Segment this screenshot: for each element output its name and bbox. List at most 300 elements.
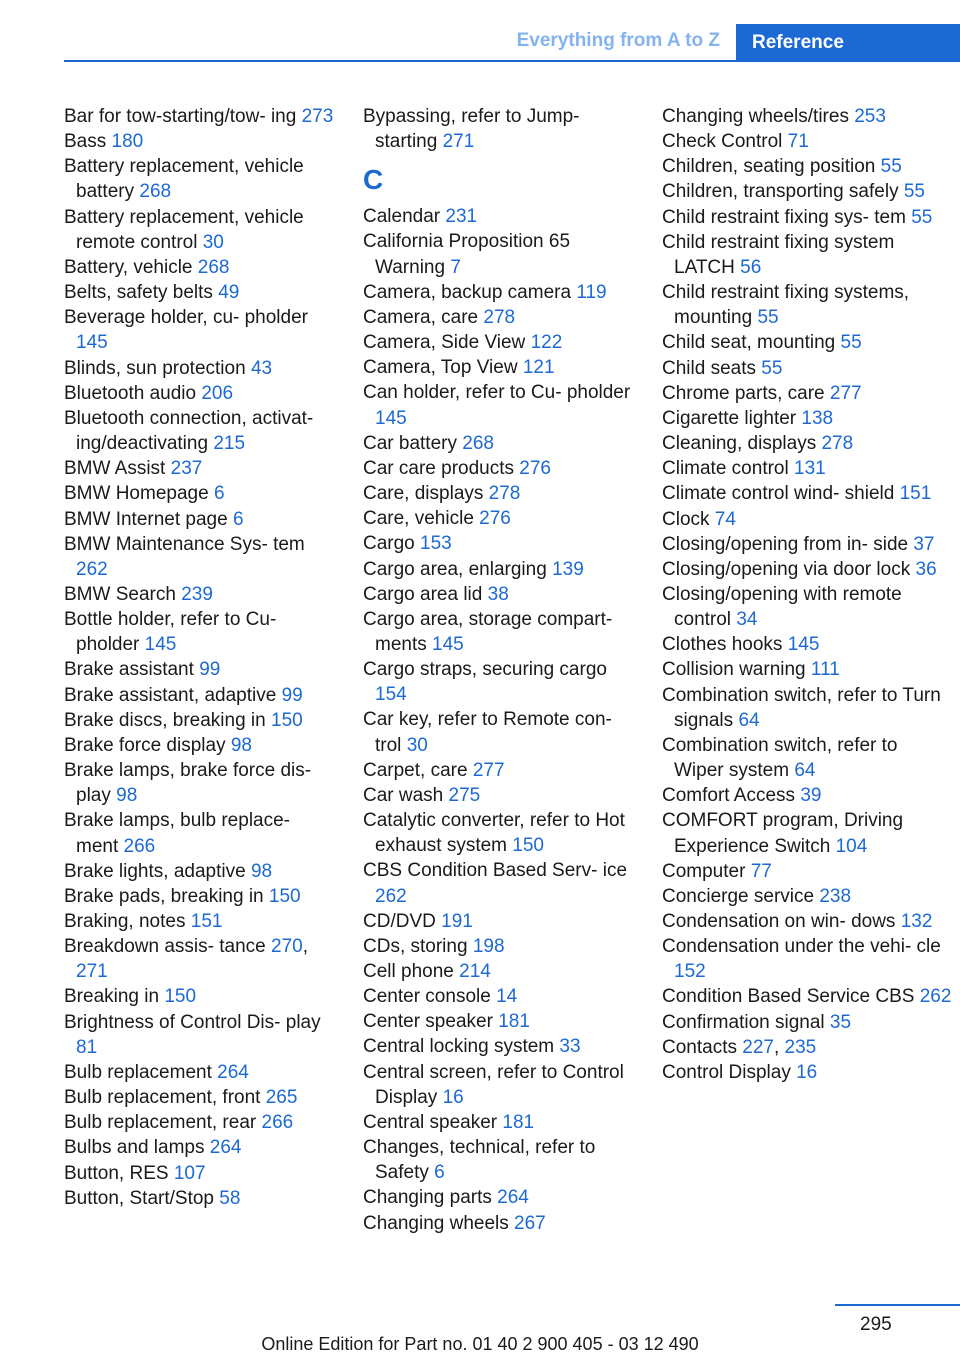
index-entry-term: Carpet, care [363, 759, 468, 781]
index-entry [363, 481, 635, 506]
index-entry-term: Belts, safety belts [64, 282, 213, 304]
page-reference-link[interactable]: 98 [116, 785, 138, 807]
page-reference-link[interactable]: 55 [840, 332, 862, 354]
page-reference-link[interactable]: 33 [559, 1036, 581, 1058]
index-entry [363, 506, 635, 531]
page-reference-link[interactable]: 77 [750, 860, 772, 882]
page-reference-link[interactable]: 6 [213, 483, 225, 505]
page-reference-link[interactable]: 30 [406, 734, 428, 756]
index-entry-term: Children, seating position [662, 156, 876, 178]
index-entry [363, 456, 635, 481]
index-entry [662, 481, 952, 506]
index-entry [662, 783, 952, 808]
page-reference-link[interactable]: 276 [479, 508, 511, 530]
index-entry-term: Condensation under the vehi- cle [662, 936, 941, 958]
page-reference-link[interactable]: 98 [250, 860, 273, 882]
page-reference-link[interactable]: 151 [899, 483, 932, 505]
index-entry [64, 481, 336, 506]
page-reference-link[interactable]: 191 [441, 910, 473, 932]
index-column-2 [363, 104, 635, 1236]
index-entry [662, 230, 952, 280]
index-entry-term: Changing wheels/tires [662, 106, 849, 127]
index-entry [363, 607, 635, 657]
page-reference-link[interactable]: 181 [498, 1011, 530, 1033]
index-entry [64, 1085, 336, 1110]
page-reference-link[interactable]: 58 [219, 1187, 241, 1209]
index-entry-term: Brightness of Control Dis- play [64, 1011, 321, 1033]
page-reference-link[interactable]: 150 [271, 709, 303, 731]
index-entry-term: Combination switch, refer to Turn signals [662, 684, 941, 731]
index-entry-term: Brake lamps, brake force dis- play [64, 760, 312, 807]
page-reference-link[interactable]: 153 [420, 533, 452, 555]
index-entry [64, 104, 336, 129]
page-reference-link[interactable]: 122 [530, 332, 563, 354]
page-reference-link[interactable]: 132 [900, 911, 933, 932]
index-entry-term: BMW Assist [64, 458, 166, 480]
index-entry [662, 431, 952, 456]
index-entry [662, 456, 952, 481]
index-entry [64, 507, 336, 532]
index-entry [363, 431, 635, 456]
edition-note: Online Edition for Part no. 01 40 2 900 405 - 03 12 490 [261, 1334, 699, 1354]
page-number: 295 [860, 1314, 892, 1335]
index-entry-term: Center console [363, 986, 491, 1008]
index-entry [662, 632, 952, 657]
page-reference-link[interactable]: 151 [190, 911, 223, 932]
index-entry [64, 532, 336, 582]
index-entry-term: Car battery [363, 432, 457, 454]
index-entry-term: Climate control [662, 458, 789, 480]
index-entry [64, 733, 336, 758]
page-reference-link[interactable]: 36 [915, 558, 937, 580]
index-entry-term: Breaking in [64, 986, 160, 1008]
index-entry [64, 657, 336, 682]
page-reference-link[interactable]: 6 [434, 1162, 445, 1184]
index-entry [64, 1010, 336, 1060]
index-entry-term: Bulb replacement [64, 1061, 212, 1083]
index-entry-term: Check Control [662, 131, 783, 153]
index-entry [363, 355, 635, 380]
index-entry [662, 330, 952, 355]
index-entry [64, 708, 336, 733]
index-entry-term: Contacts [662, 1036, 737, 1058]
index-entry: Contacts 227, 235 [662, 1036, 817, 1058]
index-entry-term: Battery replacement, vehicle remote control [64, 206, 304, 253]
page-reference-link[interactable]: 49 [218, 282, 240, 304]
index-entry-term: Clock [662, 508, 710, 530]
index-entry-term: Comfort Access [662, 785, 796, 807]
index-entry-term: Cell phone [363, 961, 454, 982]
page-reference-link[interactable]: 55 [911, 206, 933, 228]
page-reference-link[interactable]: 145 [375, 407, 407, 429]
index-entry [64, 984, 336, 1009]
index-entry-term: CBS Condition Based Serv- ice [363, 860, 628, 882]
page-header [0, 24, 960, 62]
index-entry [64, 683, 336, 708]
index-entry-term: Brake lamps, bulb replace- ment [64, 810, 290, 857]
page-reference-link[interactable]: 16 [442, 1086, 464, 1108]
page-reference-link[interactable]: 278 [821, 433, 854, 455]
index-entry-term: Brake force display [64, 734, 226, 756]
index-entry [363, 582, 635, 607]
index-entry-term: Confirmation signal [662, 1011, 825, 1033]
index-entry-term: Cargo area, enlarging [363, 558, 547, 580]
index-entry-term: Center speaker [363, 1011, 493, 1033]
index-entry-term: Catalytic converter, refer to Hot exhaust system [363, 810, 625, 857]
index-entry-term: Cargo area, storage compart- ments [363, 608, 613, 655]
page-reference-link[interactable]: 253 [854, 106, 886, 127]
index-entry [64, 205, 336, 255]
index-entry-term: Changing wheels [363, 1212, 509, 1234]
index-entry-term: Central screen, refer to Control Display [363, 1061, 624, 1108]
index-entry-term: Bulbs and lamps [64, 1137, 205, 1159]
index-entry [363, 783, 635, 808]
index-entry-term: Bulb replacement, front [64, 1087, 261, 1109]
index-entry-term: Brake pads, breaking in [64, 885, 264, 907]
page-reference-link[interactable]: 131 [794, 458, 826, 480]
index-entry [64, 607, 336, 657]
index-entry [363, 280, 635, 305]
index-entry-term: BMW Maintenance Sys- tem [64, 533, 305, 555]
section-title: Everything from A to Z [516, 30, 720, 51]
index-entry-term: Bulb replacement, rear [64, 1112, 257, 1134]
page-reference-link[interactable]: 277 [472, 759, 505, 781]
index-entry-term: Brake lights, adaptive [64, 860, 246, 882]
header-rule [64, 60, 960, 62]
page-reference-link[interactable]: 270 [271, 936, 303, 958]
page-reference-link[interactable]: 266 [123, 835, 156, 857]
page-reference-link[interactable]: 145 [144, 634, 177, 656]
index-entry-term: CD/DVD [363, 910, 436, 932]
index-entry-term: Central speaker [363, 1111, 498, 1133]
index-entry-term: Child seat, mounting [662, 332, 836, 354]
page-reference-link[interactable]: 278 [488, 483, 521, 505]
page-reference-link[interactable]: 214 [459, 961, 491, 982]
index-entry-term: Camera, care [363, 306, 479, 328]
index-entry-term: Brake discs, breaking in [64, 709, 266, 731]
index-entry [64, 1060, 336, 1085]
index-entry-term: BMW Search [64, 583, 176, 605]
page-reference-link[interactable]: 56 [740, 256, 762, 278]
index-entry [64, 859, 336, 884]
index-entry-term: Condensation on win- dows [662, 911, 896, 932]
index-entry [363, 1211, 635, 1236]
page-reference-link[interactable]: 55 [903, 181, 925, 203]
index-entry [363, 557, 635, 582]
page-reference-link[interactable]: 265 [265, 1087, 298, 1109]
index-entry-term: Combination switch, refer to Wiper system [662, 734, 898, 782]
index-entry [64, 582, 336, 607]
index-entry-term: Battery replacement, vehicle battery [64, 156, 304, 203]
page-reference-link[interactable]: 64 [794, 760, 816, 782]
index-entry [662, 582, 952, 632]
index-entry [662, 280, 952, 330]
index-entry [363, 204, 635, 229]
index-entry [363, 1110, 635, 1135]
index-entry [64, 381, 336, 406]
index-column-1 [64, 104, 336, 1211]
page-reference-link[interactable]: 55 [880, 156, 902, 178]
page-reference-link[interactable]: 150 [164, 986, 197, 1008]
index-entry-term: Beverage holder, cu- pholder [64, 307, 308, 329]
index-entry-term: Chrome parts, care [662, 382, 825, 404]
page-reference-link[interactable]: 227 [742, 1036, 774, 1058]
page-reference-link[interactable]: 14 [496, 986, 518, 1008]
reference-tab[interactable]: Reference [736, 24, 960, 62]
page-reference-link[interactable]: 215 [213, 433, 246, 455]
index-entry-term: Child seats [662, 357, 756, 379]
index-entry [363, 380, 635, 430]
index-entry [662, 1010, 952, 1035]
index-entry [662, 1060, 952, 1085]
index-entry-term: Car care products [363, 457, 515, 479]
page-reference-link[interactable]: 266 [261, 1112, 294, 1134]
index-entry [662, 356, 952, 381]
index-entry [662, 129, 952, 154]
page-reference-link[interactable]: 99 [281, 684, 303, 706]
index-entry [662, 657, 952, 682]
page-reference-link[interactable]: 38 [487, 583, 509, 605]
index-entry-term: Bar for tow-starting/tow- ing [64, 106, 297, 127]
index-entry-term: Changing parts [363, 1187, 492, 1209]
page-reference-link[interactable]: 16 [796, 1061, 818, 1083]
page-reference-link[interactable]: 275 [448, 784, 481, 806]
index-entry [363, 984, 635, 1009]
page-reference-link[interactable]: 238 [819, 885, 852, 907]
page-reference-link[interactable]: 7 [450, 256, 461, 278]
index-entry-term: Child restraint fixing system LATCH [662, 231, 895, 278]
page-reference-link[interactable]: 145 [432, 633, 464, 655]
footer-rule [835, 1304, 960, 1306]
index-entry [64, 406, 336, 456]
index-entry [363, 330, 635, 355]
index-entry-term: Collision warning [662, 659, 806, 681]
index-entry [363, 1185, 635, 1210]
index-entry [363, 1034, 635, 1059]
page-reference-link[interactable]: 267 [514, 1212, 546, 1234]
index-entry-term: Bluetooth audio [64, 382, 197, 404]
index-entry [363, 808, 635, 858]
index-entry-term: Cargo area lid [363, 583, 483, 605]
page-reference-link[interactable]: 277 [829, 382, 862, 404]
index-entry-term: Climate control wind- shield [662, 483, 895, 505]
index-entry-term: Concierge service [662, 885, 815, 907]
index-entry-term: Closing/opening via door lock [662, 558, 911, 580]
page-reference-link[interactable]: 121 [522, 357, 555, 379]
page-reference-link[interactable]: 145 [787, 634, 820, 656]
page-reference-link[interactable]: 268 [139, 181, 172, 203]
index-entry-term: Cigarette lighter [662, 407, 797, 429]
index-entry [64, 456, 336, 481]
page-reference-link[interactable]: 154 [375, 684, 407, 706]
index-entry [64, 255, 336, 280]
page-reference-link[interactable]: 264 [209, 1137, 242, 1159]
page-reference-link[interactable]: 264 [497, 1187, 529, 1209]
page-reference-link[interactable]: 278 [483, 306, 516, 328]
index-entry [64, 1135, 336, 1160]
page-reference-link[interactable]: 239 [181, 583, 213, 605]
index-entry-term: Bottle holder, refer to Cu- pholder [64, 609, 277, 656]
index-entry [64, 356, 336, 381]
index-entry-term: Child restraint fixing sys- tem [662, 206, 906, 228]
page-reference-link[interactable]: 111 [810, 659, 840, 681]
page-reference-link[interactable]: 104 [835, 835, 868, 857]
index-entry [662, 557, 952, 582]
page-reference-link[interactable]: 55 [761, 357, 783, 379]
index-entry-term: California Proposition 65 Warning [363, 231, 571, 278]
index-entry-term: Blinds, sun protection [64, 357, 246, 379]
index-entry [662, 154, 952, 179]
page-reference-link[interactable]: 99 [199, 659, 221, 681]
page-reference-link[interactable]: 35 [829, 1011, 852, 1033]
index-entry [363, 305, 635, 330]
index-entry-term: Camera, Top View [363, 357, 518, 379]
index-entry [363, 531, 635, 556]
page-reference-link[interactable]: 150 [268, 885, 301, 907]
index-entry [363, 909, 635, 934]
page-reference-link[interactable]: 81 [76, 1036, 98, 1058]
index-letter-heading: C [363, 164, 384, 196]
index-entry [662, 909, 952, 934]
index-entry [64, 1161, 336, 1186]
index-entry-term: Bluetooth connection, activat- ing/deactivating [64, 407, 314, 455]
page-reference-link[interactable]: 235 [784, 1036, 817, 1058]
index-entry-term: Clothes hooks [662, 634, 783, 656]
index-entry-term: Button, Start/Stop [64, 1187, 214, 1209]
index-entry-term: Camera, Side View [363, 332, 526, 354]
index-entry-term: Cargo straps, securing cargo [363, 659, 607, 681]
index-entry-term: Can holder, refer to Cu- pholder [363, 382, 631, 404]
index-entry-term: Care, vehicle [363, 508, 474, 530]
page-reference-link[interactable]: 198 [472, 935, 505, 957]
page-reference-link[interactable]: 145 [76, 332, 108, 354]
index-entry [662, 733, 952, 783]
index-entry [64, 1186, 336, 1211]
page-reference-link[interactable]: 43 [250, 357, 273, 379]
page-reference-link[interactable]: 180 [111, 131, 144, 153]
index-entry-term: Changes, technical, refer to Safety [363, 1137, 596, 1184]
index-entry [64, 808, 336, 858]
index-entry-term: CDs, storing [363, 935, 468, 957]
page-reference-link[interactable]: 119 [576, 281, 607, 303]
index-entry [363, 1060, 635, 1110]
page-reference-link[interactable]: 74 [714, 508, 736, 530]
index-entry [662, 406, 952, 431]
index-entry-term: Braking, notes [64, 911, 186, 932]
index-entry [662, 532, 952, 557]
index-entry [64, 154, 336, 204]
index-entry-term: Condition Based Service CBS [662, 986, 915, 1008]
index-entry-term: Children, transporting safely [662, 181, 899, 203]
index-entry [662, 683, 952, 733]
index-entry [662, 381, 952, 406]
page-reference-link[interactable]: 34 [736, 609, 758, 631]
page-reference-link[interactable]: 237 [170, 458, 203, 480]
index-entry-term: Car key, refer to Remote con- trol [363, 709, 612, 756]
page-reference-link[interactable]: 6 [232, 508, 244, 530]
index-entry [662, 884, 952, 909]
index-entry [64, 280, 336, 305]
index-entry [662, 859, 952, 884]
index-entry [363, 1135, 635, 1185]
page-reference-link[interactable]: 271 [442, 131, 475, 153]
page-reference-link[interactable]: 98 [230, 734, 252, 756]
page-reference-link[interactable]: 271 [76, 961, 108, 983]
page-reference-link[interactable]: 264 [217, 1061, 249, 1083]
index-entry-term: Bass [64, 131, 107, 153]
index-column-3 [662, 104, 952, 1085]
index-entry-term: Button, RES [64, 1162, 169, 1184]
page-reference-link[interactable]: 262 [375, 885, 407, 907]
index-entry-term: Brake assistant [64, 659, 194, 681]
index-entry-term: Cargo [363, 533, 415, 555]
index-entry-term: Care, displays [363, 483, 484, 505]
page-reference-link[interactable]: 273 [301, 106, 334, 127]
page-reference-link[interactable]: 276 [519, 457, 551, 479]
index-entry-term: Camera, backup camera [363, 281, 572, 303]
index-entry-term: BMW Internet page [64, 508, 228, 530]
index-entry: Breakdown assis- tance 270, 271 [64, 936, 308, 983]
index-entry-term: Calendar [363, 206, 441, 228]
index-entry [662, 104, 952, 129]
index-entry [64, 884, 336, 909]
index-entry-term: Bypassing, refer to Jump- starting [363, 106, 580, 153]
index-entry [662, 179, 952, 204]
page-reference-link[interactable]: 30 [202, 231, 224, 253]
index-entry-term: Computer [662, 860, 746, 882]
index-entry-term: Child restraint fixing systems, mounting [662, 282, 910, 329]
page-reference-link[interactable]: 139 [552, 558, 584, 580]
page-reference-link[interactable]: 231 [445, 206, 478, 228]
index-entry-term: Breakdown assis- tance [64, 936, 266, 958]
page-reference-link[interactable]: 107 [173, 1162, 206, 1184]
page-reference-link[interactable]: 55 [757, 307, 779, 329]
page-reference-link[interactable]: 262 [919, 986, 952, 1008]
page-reference-link[interactable]: 37 [913, 533, 935, 555]
index-entry [64, 758, 336, 808]
index-entry [363, 758, 635, 783]
page-reference-link[interactable]: 71 [787, 131, 809, 153]
page-reference-link[interactable]: 150 [512, 835, 544, 857]
index-entry [363, 959, 635, 984]
index-entry-term: BMW Homepage [64, 483, 209, 505]
index-entry [363, 934, 635, 959]
page-reference-link[interactable]: 138 [801, 407, 834, 429]
index-entry [662, 205, 952, 230]
page-reference-link[interactable]: 39 [800, 785, 822, 807]
index-entry-term: Control Display [662, 1061, 791, 1083]
index-entry [64, 305, 336, 355]
index-entry [363, 858, 635, 908]
index-entry [363, 1009, 635, 1034]
index-entry [363, 707, 635, 757]
index-entry [363, 657, 635, 707]
page-reference-link[interactable]: 206 [201, 382, 234, 404]
page-reference-link[interactable]: 181 [502, 1111, 535, 1133]
index-entry [662, 934, 952, 984]
index-entry [363, 104, 635, 154]
page-reference-link[interactable]: 268 [462, 432, 494, 454]
index-entry-term: Brake assistant, adaptive [64, 684, 277, 706]
page-reference-link[interactable]: 262 [76, 558, 108, 580]
page-reference-link[interactable]: 152 [674, 961, 706, 983]
index-entry-term: COMFORT program, Driving Experience Switch [662, 810, 904, 857]
index-entry-term: Central locking system [363, 1036, 555, 1058]
index-entry [662, 808, 952, 858]
page-reference-link[interactable]: 64 [738, 709, 760, 731]
page-reference-link[interactable]: 268 [197, 256, 230, 278]
index-entry-term: Car wash [363, 784, 444, 806]
